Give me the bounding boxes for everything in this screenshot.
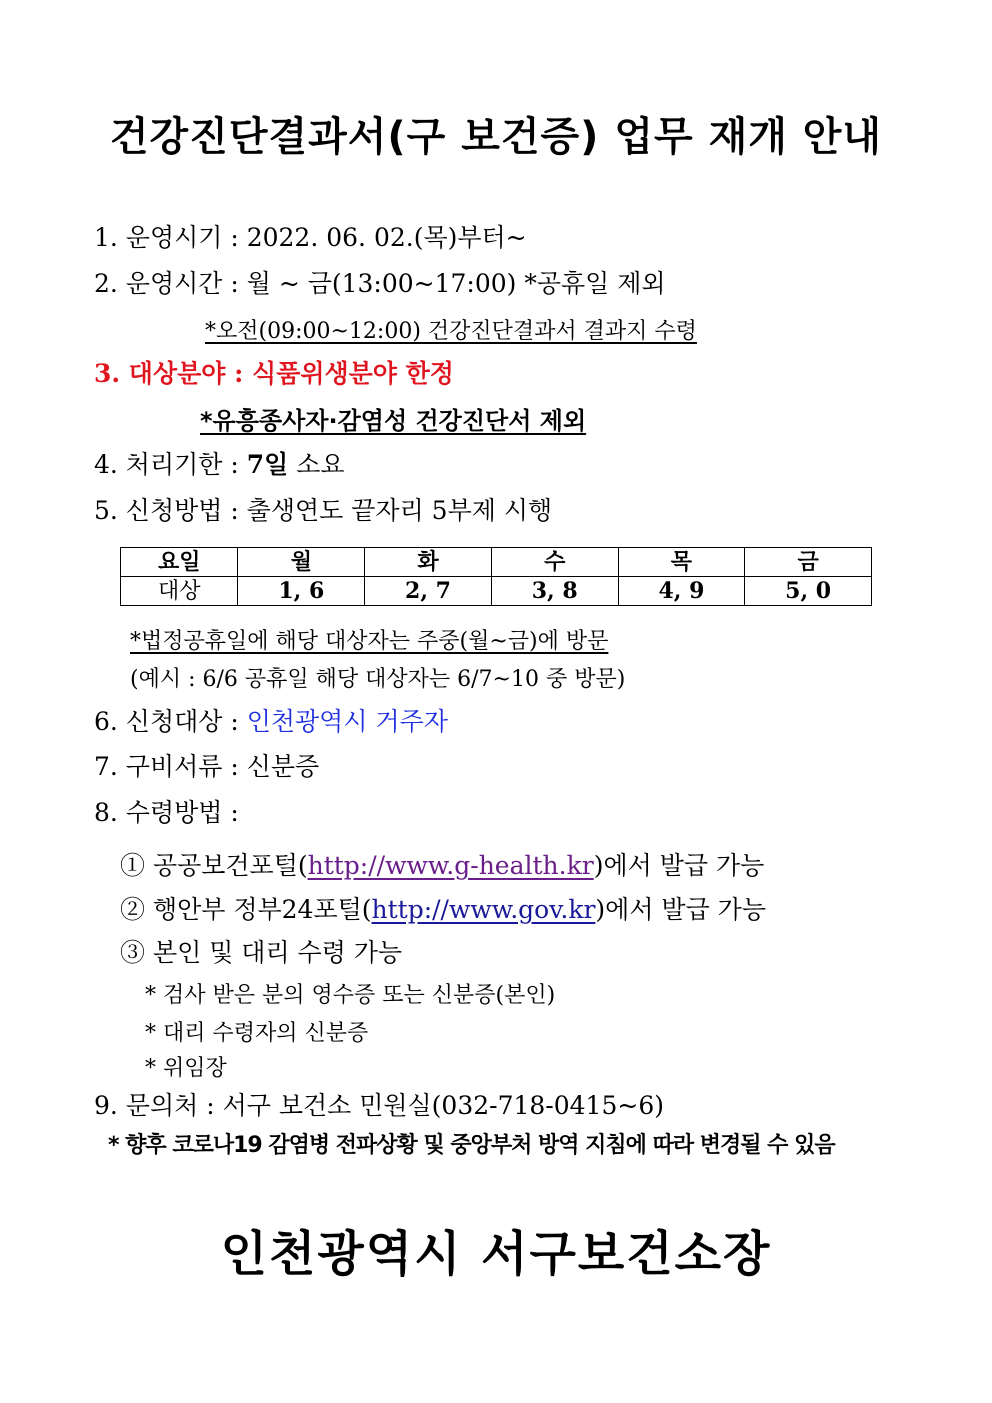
- value-cell-thu: 4, 9: [618, 577, 745, 606]
- item-target-field-note-row: [200, 405, 586, 437]
- row-label-target: 대상: [121, 577, 238, 606]
- item-processing-period: [94, 449, 345, 481]
- header-cell-day: 요일: [121, 548, 238, 577]
- method-2-label: ② 행안부 정부24포털(: [120, 895, 372, 924]
- header-cell-tue: 화: [365, 548, 492, 577]
- method-3: ③ 본인 및 대리 수령 가능: [120, 938, 403, 967]
- holiday-example: (예시 : 6/6 공휴일 해당 대상자는 6/7~10 중 방문): [130, 667, 626, 692]
- issuer-signature: 인천광역시 서구보건소장: [220, 1226, 772, 1282]
- method-1: [120, 850, 764, 882]
- page-title: 건강진단결과서(구 보건증) 업무 재개 안내: [109, 114, 883, 160]
- item-application-method: 5. 신청방법 : 출생연도 끝자리 5부제 시행: [94, 496, 553, 525]
- item-target-field: 3. 대상분야 : 식품위생분야 한정: [94, 359, 454, 388]
- exclusion-note: *유흥종사자·감염성 건강진단서 제외: [200, 407, 587, 435]
- header-cell-thu: 목: [618, 548, 745, 577]
- header-cell-wed: 수: [491, 548, 618, 577]
- holiday-note: *법정공휴일에 해당 대상자는 주중(월~금)에 방문: [130, 629, 609, 654]
- value-cell-mon: 1, 6: [238, 577, 365, 606]
- processing-label: 4. 처리기한 :: [94, 450, 247, 479]
- schedule-table: [120, 547, 872, 606]
- change-notice: * 향후 코로나19 감염병 전파상황 및 중앙부처 방역 지침에 따라 변경될 수 있음: [108, 1133, 835, 1158]
- method-2-suffix: )에서 발급 가능: [595, 895, 766, 924]
- method-3-item-c: * 위임장: [145, 1056, 227, 1081]
- method-1-suffix: )에서 발급 가능: [593, 851, 765, 880]
- item-operation-hours: 2. 운영시간 : 월 ~ 금(13:00~17:00) *공휴일 제외: [94, 269, 666, 298]
- method-3-item-a: * 검사 받은 분의 영수증 또는 신분증(본인): [145, 983, 556, 1008]
- processing-days: 7일: [246, 450, 289, 479]
- schedule-value-row: [121, 577, 872, 606]
- morning-note: *오전(09:00~12:00) 건강진단결과서 결과지 수령: [205, 319, 697, 344]
- item-documents: 7. 구비서류 : 신분증: [94, 752, 320, 781]
- holiday-note-row: [130, 626, 608, 658]
- header-cell-mon: 월: [238, 548, 365, 577]
- item-operation-hours-note: [205, 316, 697, 348]
- applicant-value: 인천광역시 거주자: [246, 707, 448, 736]
- processing-suffix: 소요: [288, 450, 345, 479]
- schedule-header-row: [121, 548, 872, 577]
- item-contact: 9. 문의처 : 서구 보건소 민원실(032-718-0415~6): [94, 1091, 664, 1120]
- item-applicant: [94, 706, 448, 738]
- gov-link[interactable]: http://www.gov.kr: [371, 895, 596, 924]
- header-cell-fri: 금: [745, 548, 872, 577]
- method-2: [120, 894, 766, 926]
- g-health-link[interactable]: http://www.g-health.kr: [307, 851, 594, 880]
- value-cell-tue: 2, 7: [365, 577, 492, 606]
- applicant-label: 6. 신청대상 :: [94, 707, 247, 736]
- item-receipt-method: 8. 수령방법 :: [94, 798, 239, 827]
- value-cell-wed: 3, 8: [491, 577, 618, 606]
- value-cell-fri: 5, 0: [745, 577, 872, 606]
- method-3-item-b: * 대리 수령자의 신분증: [145, 1021, 369, 1046]
- method-1-label: ① 공공보건포털(: [120, 851, 308, 880]
- item-operation-period: 1. 운영시기 : 2022. 06. 02.(목)부터~: [94, 223, 527, 252]
